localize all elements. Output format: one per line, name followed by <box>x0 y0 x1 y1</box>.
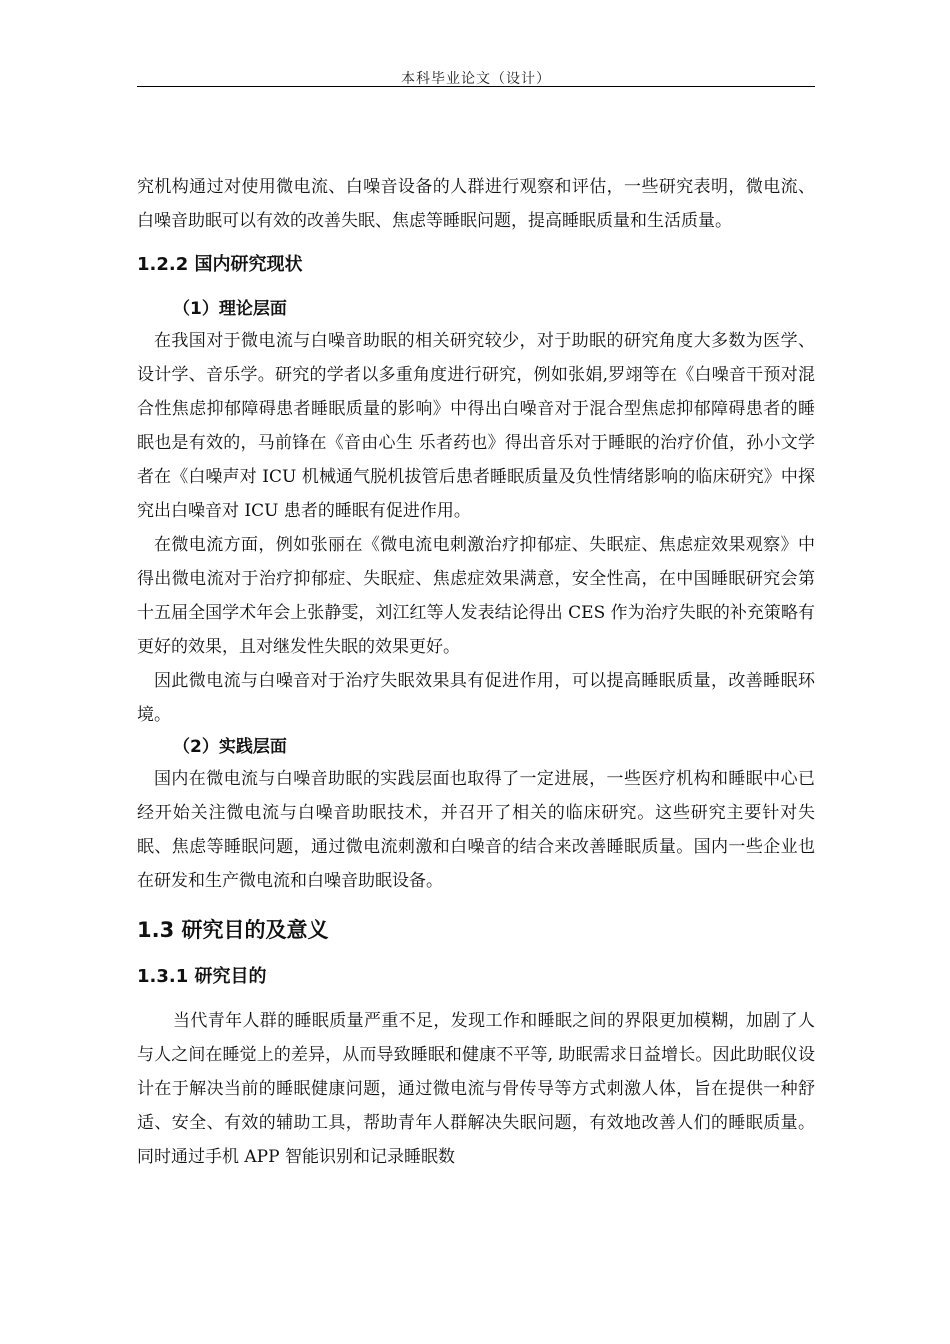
subheading-theory: （1）理论层面 <box>173 299 287 319</box>
heading-1-2-2: 1.2.2 国内研究现状 <box>137 254 303 275</box>
document-body <box>137 170 815 1174</box>
heading-1-3-1: 1.3.1 研究目的 <box>137 966 267 987</box>
paragraph-theory-1: 在我国对于微电流与白噪音助眠的相关研究较少，对于助眠的研究角度大多数为医学、设计学、音乐学。研究的学者以多重角度进行研究，例如张娟,罗翊等在《白噪音干预对混合性焦虑抑郁障碍患者睡眠质量的影响》中得出白噪音对于混合型焦虑抑郁障碍患者的睡眠也是有效的，马前锋在《音由心生 乐者药也》得出音乐对于睡眠的治疗价值，孙小文学者在《白噪声对 ICU 机械通气脱机拔管后患者睡眠质量及负性情绪影响的临床研究》中探究出白噪音对 ICU 患者的睡眠有促进作用。 <box>137 331 815 521</box>
paragraph-theory-3: 因此微电流与白噪音对于治疗失眠效果具有促进作用，可以提高睡眠质量，改善睡眠环境。 <box>137 671 815 725</box>
paragraph-purpose: 当代青年人群的睡眠质量严重不足，发现工作和睡眠之间的界限更加模糊，加剧了人与人之间在睡觉上的差异，从而导致睡眠和健康不平等, 助眠需求日益增长。因此助眠仪设计在于解决当前的睡眠健康问题，通过微电流与骨传导等方式刺激人体，旨在提供一种舒适、安全、有效的辅助工具，帮助青年人群解决失眠问题，有效地改善人们的睡眠质量。同时通过手机 APP 智能识别和记录睡眠数 <box>137 1011 815 1167</box>
paragraph-intro: 究机构通过对使用微电流、白噪音设备的人群进行观察和评估，一些研究表明，微电流、白噪音助眠可以有效的改善失眠、焦虑等睡眠问题，提高睡眠质量和生活质量。 <box>137 177 815 231</box>
subheading-practice: （2）实践层面 <box>173 737 287 757</box>
header-divider <box>137 86 815 87</box>
paragraph-theory-2: 在微电流方面，例如张丽在《微电流电刺激治疗抑郁症、失眠症、焦虑症效果观察》中得出微电流对于治疗抑郁症、失眠症、焦虑症效果满意，安全性高，在中国睡眠研究会第十五届全国学术年会上张静雯，刘江红等人发表结论得出 CES 作为治疗失眠的补充策略有更好的效果，且对继发性失眠的效果更好。 <box>137 535 815 657</box>
paragraph-practice: 国内在微电流与白噪音助眠的实践层面也取得了一定进展，一些医疗机构和睡眠中心已经开始关注微电流与白噪音助眠技术，并召开了相关的临床研究。这些研究主要针对失眠、焦虑等睡眠问题，通过微电流刺激和白噪音的结合来改善睡眠质量。国内一些企业也在研发和生产微电流和白噪音助眠设备。 <box>137 769 815 891</box>
heading-1-3: 1.3 研究目的及意义 <box>137 918 329 942</box>
page-header-title: 本科毕业论文（设计） <box>401 71 551 87</box>
